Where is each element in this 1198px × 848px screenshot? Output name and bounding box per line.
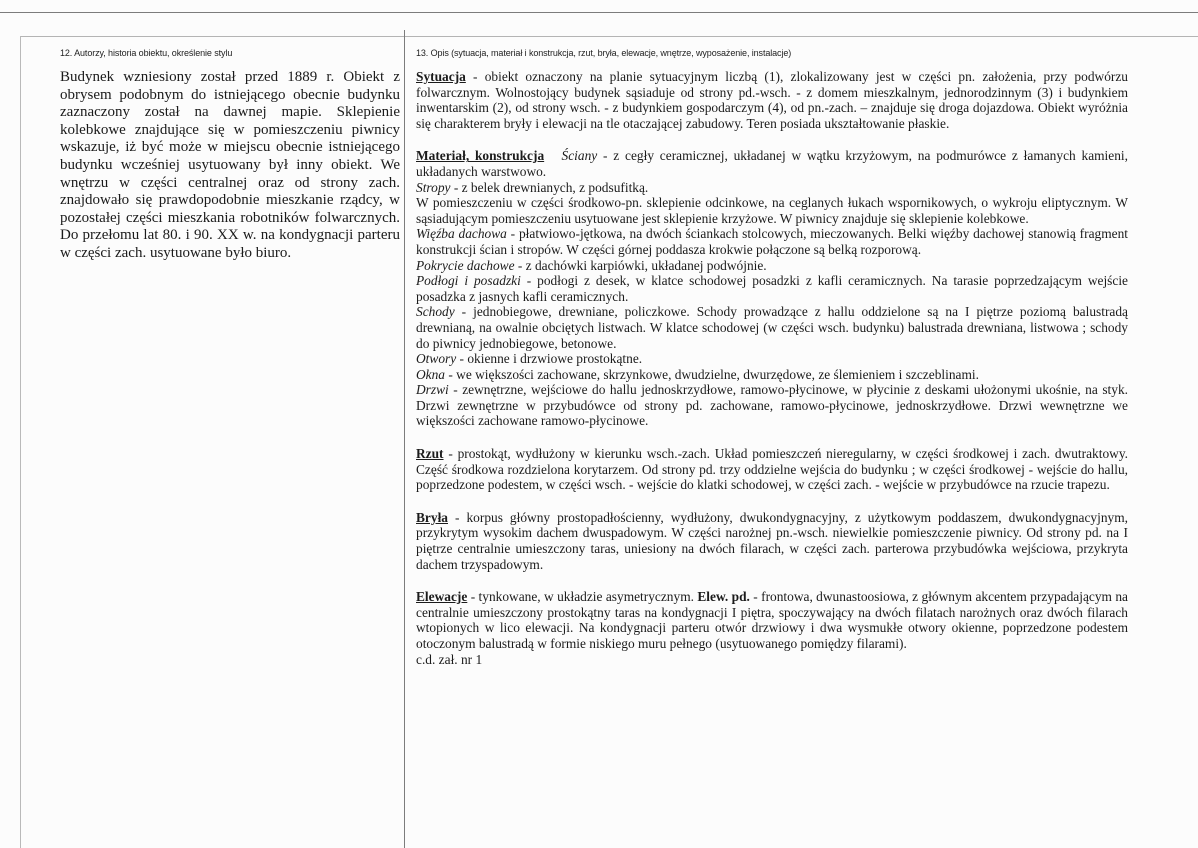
top-border-line xyxy=(0,12,1198,13)
rzut-heading: Rzut xyxy=(416,446,444,462)
elew-pd-label: Elew. pd. xyxy=(697,589,750,605)
field-12-header: 12. Autorzy, historia obiektu, określenie stylu xyxy=(60,48,233,58)
field-13-description xyxy=(416,48,1128,667)
drzwi-label: Drzwi xyxy=(416,382,449,398)
otwory-label: Otwory xyxy=(416,351,457,367)
podlogi-label: Podłogi i posadzki xyxy=(416,273,521,289)
schody-label: Schody xyxy=(416,304,455,320)
sciany-text: - z cegły ceramicznej, układanej w wątku krzyżowym, na podmurówce z łamanych kamieni, układanych warstwowo. xyxy=(416,148,1128,179)
continued-note: c.d. zał. nr 1 xyxy=(416,651,483,667)
schody-text: - jednobiegowe, drewniane, policzkowe. Schody prowadzące z hallu oddzielone są na I piętrze poziomą balustradą drewnianą, na owalnie obciętych listwach. W klatce schodowej (w części wsch. budynku) balustrada drewniana, listwowa ; schody do piwnicy jednobiegowe, betonowe. xyxy=(416,304,1128,351)
section-bryla xyxy=(416,510,1128,572)
sytuacja-text: - obiekt oznaczony na planie sytuacyjnym liczbą (1), zlokalizowany jest w części pn. założenia, przy podwórzu folwarcznym. Wolnostojący budynek sąsiaduje od strony pd.-wsch. - z domem mieszkalnym, jednorodzinnym (3) i budynkiem inwentarskim (2), od strony wsch. - z budynkiem gospodarczym (4), od pn.-zach. – znajduje się droga dojazdowa. Obiekt wyróżnia się charakterem bryły i elewacji na tle otaczającej zabudowy. Teren posiada ukształtowanie płaskie. xyxy=(416,69,1128,131)
pokrycie-text: - z dachówki karpiówki, układanej podwójnie. xyxy=(514,257,767,273)
stropy-text-2: W pomieszczeniu w części środkowo-pn. sklepienie odcinkowe, na ceglanych łukach wspornikowych, o wykroju eliptycznym. W sąsiadującym pomieszczeniu usytuowane jest sklepienie krzyżowe. W piwnicy znajduje się sklepienie kolebkowe. xyxy=(416,195,1128,226)
material-heading: Materiał, konstrukcja xyxy=(416,148,545,164)
field-12-authors-history xyxy=(60,48,400,263)
bryla-heading: Bryła xyxy=(416,509,448,525)
section-rzut xyxy=(416,446,1128,493)
history-text: Budynek wzniesiony został przed 1889 r. Obiekt z obrysem podobnym do istniejącego obecnie budynku zaznaczony został na dawnej mapie. Sklepienie kolebkowe znajdujące się w pomieszczeniu piwnicy wskazuje, iż być może w miejscu obecnie istniejącego budynku wcześniej usytuowany był inny obiekt. We wnętrzu w części centralnej oraz od strony zach. znajdowało się prawdopodobnie mieszkanie rządcy, w pozostałej części mieszkania robotników folwarcznych. Do przełomu lat 80. i 90. XX w. na kondygnacji parteru w części zach. usytuowane było biuro. xyxy=(60,69,400,261)
podlogi-text: - podłogi z desek, w klatce schodowej posadzki z kafli ceramicznych. Na tarasie poprzedzającym wejście posadzka z jasnych kafli ceramicznych. xyxy=(416,273,1128,304)
elewacje-text-2: - frontowa, dwunastoosiowa, z głównym akcentem przypadającym na centralnie umieszczony prostokątny taras na kondygnacji I piętra, spoczywający na dwóch filatach narożnych oraz dwóch filarach wtopionych w lico elewacji. Na kondygnacji parteru otwór drzwiowy i dwa wysmukłe otwory okienne, poprzedzone podestem otoczonym balustradą w formie niskiego muru pełnego (usytuowanego pomiędzy filarami). xyxy=(416,589,1128,651)
elewacje-text-1: - tynkowane, w układzie asymetrycznym. xyxy=(467,589,698,605)
section-elewacje xyxy=(416,589,1128,667)
stropy-text: - z belek drewnianych, z podsufitką. xyxy=(450,179,649,195)
okna-label: Okna xyxy=(416,366,446,382)
otwory-text: - okienne i drzwiowe prostokątne. xyxy=(456,351,643,367)
wiezba-text: - płatwiowo-jętkowa, na dwóch ściankach stolcowych, mieczowanych. Belki więźby dachowej stanowią fragment konstrukcji ścian i stropów. W części górnej poddasza krokwie połączone są belką rozporową. xyxy=(416,226,1128,257)
sciany-label: Ściany xyxy=(561,148,598,164)
sytuacja-heading: Sytuacja xyxy=(416,69,466,84)
elewacje-heading: Elewacje xyxy=(416,589,468,605)
field-13-header: 13. Opis (sytuacja, materiał i konstrukcja, rzut, bryła, elewacje, wnętrze, wyposażenie, instalacje) xyxy=(416,48,792,58)
wiezba-label: Więźba dachowa xyxy=(416,226,507,242)
section-material xyxy=(416,148,1128,429)
bryla-text: - korpus główny prostopadłościenny, wydłużony, dwukondygnacyjny, z użytkowym poddaszem, dwukondygnacyjnym, przykrytym wysokim dachem dwuspadowym. W części narożnej pn.-wsch. niewielkie pomieszczenie piwnicy. Od strony pd. na I piętrze centralnie umieszczony taras, uniesiony na dwóch filarach, w części zach. parterowa przybudówka wejściowa, przykryta dachem trzyspadowym. xyxy=(416,509,1128,572)
section-sytuacja xyxy=(416,69,1128,131)
stropy-label: Stropy xyxy=(416,179,451,195)
left-border-line xyxy=(20,36,21,848)
top-border-line-inner xyxy=(20,36,1198,37)
pokrycie-label: Pokrycie dachowe xyxy=(416,257,515,273)
okna-text: - we większości zachowane, skrzynkowe, dwudzielne, dwurzędowe, ze ślemieniem i szczeblinami. xyxy=(445,366,979,382)
rzut-text: - prostokąt, wydłużony w kierunku wsch.-zach. Układ pomieszczeń nieregularny, w części środkowej i zach. dwutraktowy. Część środkowa rozdzielona korytarzem. Od strony pd. trzy oddzielne wejścia do budynku ; w części środkowej - wejście do hallu, poprzedzone podestem, w części wsch. - wejście do klatki schodowej, w części zach. - wejście w przybudówce na rzucie trapezu. xyxy=(416,446,1128,493)
drzwi-text: - zewnętrzne, wejściowe do hallu jednoskrzydłowe, ramowo-płycinowe, w płycinie z deskami ułożonymi ukośnie, na styk. Drzwi zewnętrzne w przybudówce od strony pd. zachowane, ramowo-płycinowe, jednoskrzydłowe. Drzwi wewnętrzne we większości zachowane ramowo-płycinowe. xyxy=(416,382,1128,429)
column-divider xyxy=(404,30,405,848)
